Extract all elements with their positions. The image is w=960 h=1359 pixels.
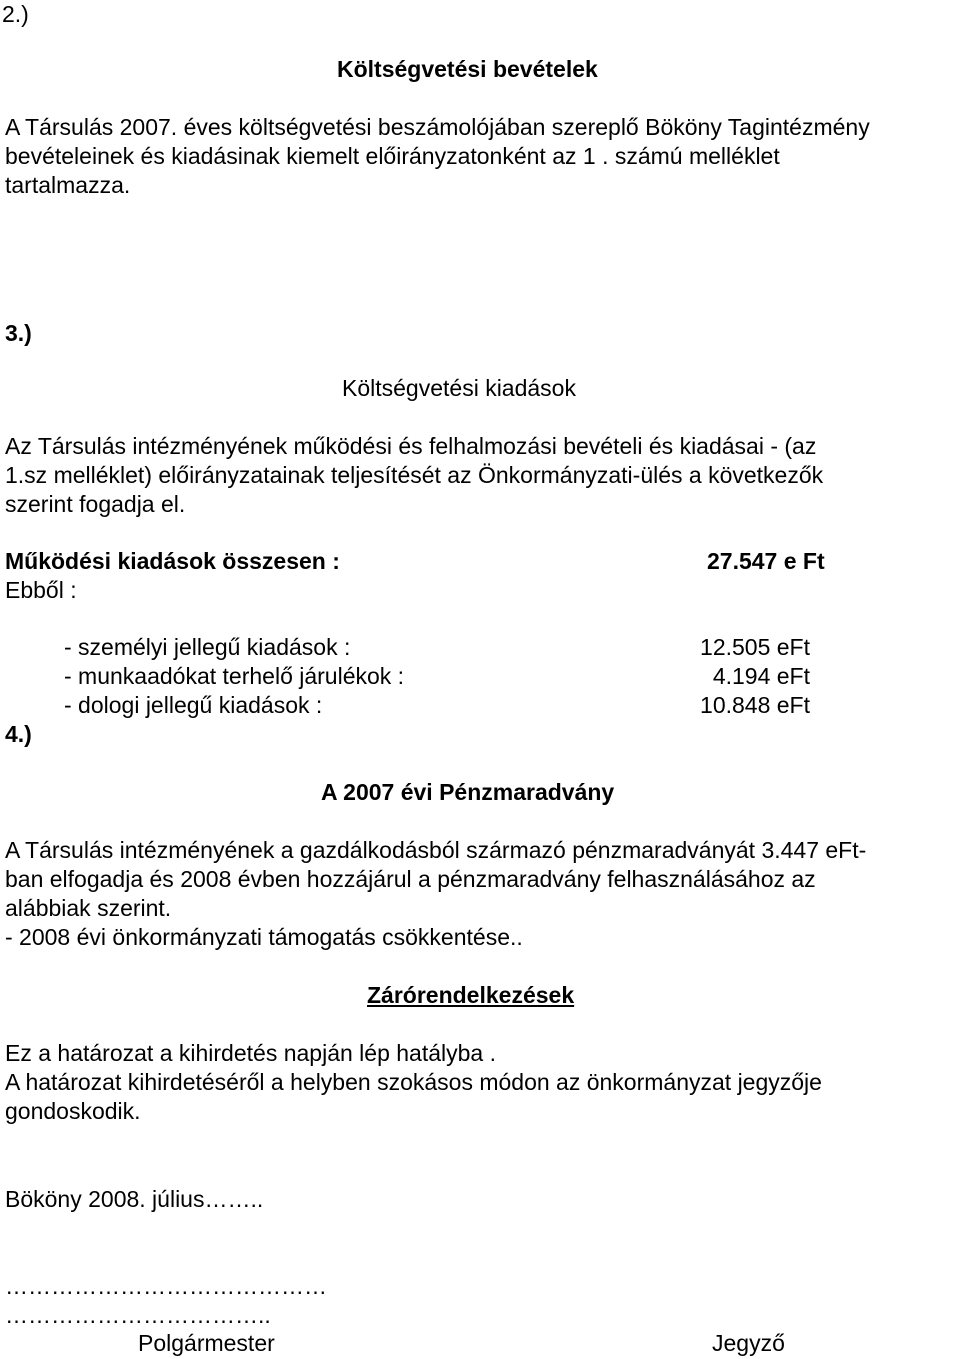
expense-item-value: 10.848 eFt — [700, 692, 810, 718]
signer-notary: Jegyző — [712, 1330, 785, 1356]
section-4-heading: A 2007 évi Pénzmaradvány — [321, 779, 615, 805]
closing-heading: Zárórendelkezések — [367, 982, 575, 1008]
section-3-number: 3.) — [5, 320, 32, 346]
expense-item-label: - személyi jellegű kiadások : — [64, 634, 351, 660]
signer-mayor: Polgármester — [138, 1330, 275, 1356]
section-4-number: 4.) — [5, 721, 32, 747]
place-date: Bököny 2008. július…….. — [5, 1186, 264, 1212]
section-2-heading: Költségvetési bevételek — [337, 56, 598, 82]
section-4-paragraph-line-2: ban elfogadja és 2008 évben hozzájárul a pénzmaradvány felhasználásához az — [5, 866, 816, 892]
section-3-paragraph-line-1: Az Társulás intézményének működési és felhalmozási bevételi és kiadásai - (az — [5, 433, 817, 459]
total-expenses-value: 27.547 e Ft — [707, 548, 825, 574]
signature-dots-line-1: …………………………………… — [5, 1273, 327, 1299]
closing-line-1: Ez a határozat a kihirdetés napján lép hatályba . — [5, 1040, 496, 1066]
section-4-paragraph-line-3: alábbiak szerint. — [5, 895, 172, 921]
signature-dots-line-2: …………………………….. — [5, 1302, 271, 1328]
expense-item-value: 4.194 eFt — [712, 663, 810, 689]
section-2-paragraph-line-2: bevételeinek és kiadásinak kiemelt előirányzatonként az 1 . számú melléklet — [5, 143, 780, 169]
section-4-paragraph-line-1: A Társulás intézményének a gazdálkodásból származó pénzmaradványát 3.447 eFt- — [5, 837, 867, 863]
section-2-number: 2.) — [2, 1, 29, 27]
breakdown-label: Ebből : — [5, 577, 77, 603]
section-3-heading: Költségvetési kiadások — [342, 375, 576, 401]
section-3-paragraph-line-2: 1.sz melléklet) előirányzatainak teljesítését az Önkormányzati-ülés a következők — [5, 462, 824, 488]
section-2-paragraph-line-1: A Társulás 2007. éves költségvetési beszámolójában szereplő Bököny Tagintézmény — [5, 114, 870, 140]
closing-line-3: gondoskodik. — [5, 1098, 141, 1124]
total-expenses-label: Működési kiadások összesen : — [5, 548, 340, 574]
expense-item-label: - dologi jellegű kiadások : — [64, 692, 323, 718]
section-2-paragraph-line-3: tartalmazza. — [5, 172, 131, 198]
expense-item-value: 12.505 eFt — [700, 634, 810, 660]
expense-item-label: - munkaadókat terhelő járulékok : — [64, 663, 405, 689]
section-3-paragraph-line-3: szerint fogadja el. — [5, 491, 186, 517]
closing-line-2: A határozat kihirdetéséről a helyben szokásos módon az önkormányzat jegyzője — [5, 1069, 822, 1095]
section-4-paragraph-line-4: - 2008 évi önkormányzati támogatás csökkentése.. — [5, 924, 523, 950]
